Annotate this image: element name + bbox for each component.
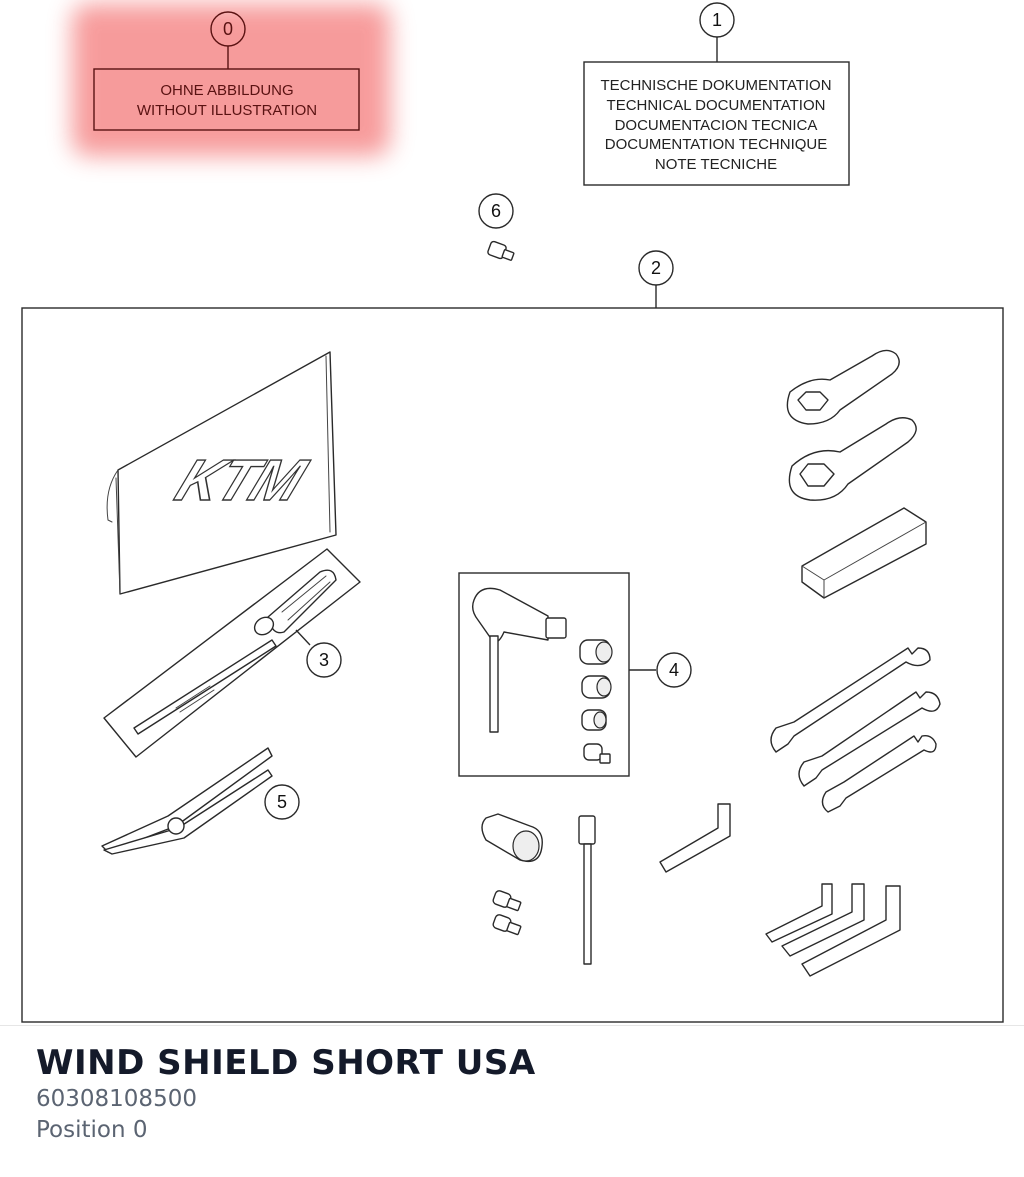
loose-bit-1: [492, 890, 521, 911]
doc-line-4: DOCUMENTATION TECHNIQUE: [604, 136, 828, 153]
callout-6-number: 6: [490, 201, 502, 221]
ring-spanner-upper: [787, 350, 899, 424]
callout-4[interactable]: [629, 653, 691, 687]
torx-l-key: [660, 804, 730, 872]
callout-3-number: 3: [318, 650, 330, 670]
part-name: WIND SHIELD SHORT USA: [36, 1043, 536, 1083]
callout-1-number: 1: [711, 10, 723, 30]
tool-bag: [107, 352, 336, 594]
drift-bar: [802, 508, 926, 598]
pliers: [102, 748, 272, 854]
ring-spanner-lower: [789, 418, 916, 500]
socket-wrench-large: [482, 814, 542, 861]
doc-line-5: NOTE TECNICHE: [654, 156, 778, 173]
callout-6[interactable]: [479, 194, 513, 228]
socket-large: [580, 640, 612, 664]
bit-adapter-part: [487, 241, 514, 261]
no-illustration-line2: WITHOUT ILLUSTRATION: [136, 102, 318, 119]
part-info: [36, 1042, 536, 1146]
doc-line-2: TECHNICAL DOCUMENTATION: [606, 97, 826, 114]
socket-small: [582, 710, 606, 730]
callout-2[interactable]: [639, 251, 673, 308]
ktm-logo-text: KTM: [167, 447, 314, 513]
callout-5[interactable]: [265, 785, 299, 819]
hex-key-socket-set: [459, 573, 629, 776]
loose-bit-2: [492, 914, 521, 935]
no-illustration-line1: OHNE ABBILDUNG: [160, 82, 294, 99]
callout-3[interactable]: [296, 630, 341, 677]
callout-0-number: 0: [222, 19, 234, 39]
bit-small: [584, 744, 610, 763]
part-number: 60308108500: [36, 1086, 197, 1112]
technical-documentation-box: [584, 62, 849, 185]
callout-2-number: 2: [650, 258, 662, 278]
doc-line-3: DOCUMENTACION TECNICA: [614, 117, 818, 134]
callout-4-number: 4: [668, 660, 680, 680]
callout-5-number: 5: [276, 792, 288, 812]
part-position: Position 0: [36, 1117, 148, 1143]
callout-1[interactable]: [700, 3, 734, 62]
socket-medium: [582, 676, 611, 698]
footer-divider: [0, 1025, 1024, 1026]
extension-bar: [579, 816, 595, 964]
doc-line-1: TECHNISCHE DOKUMENTATION: [600, 77, 832, 94]
